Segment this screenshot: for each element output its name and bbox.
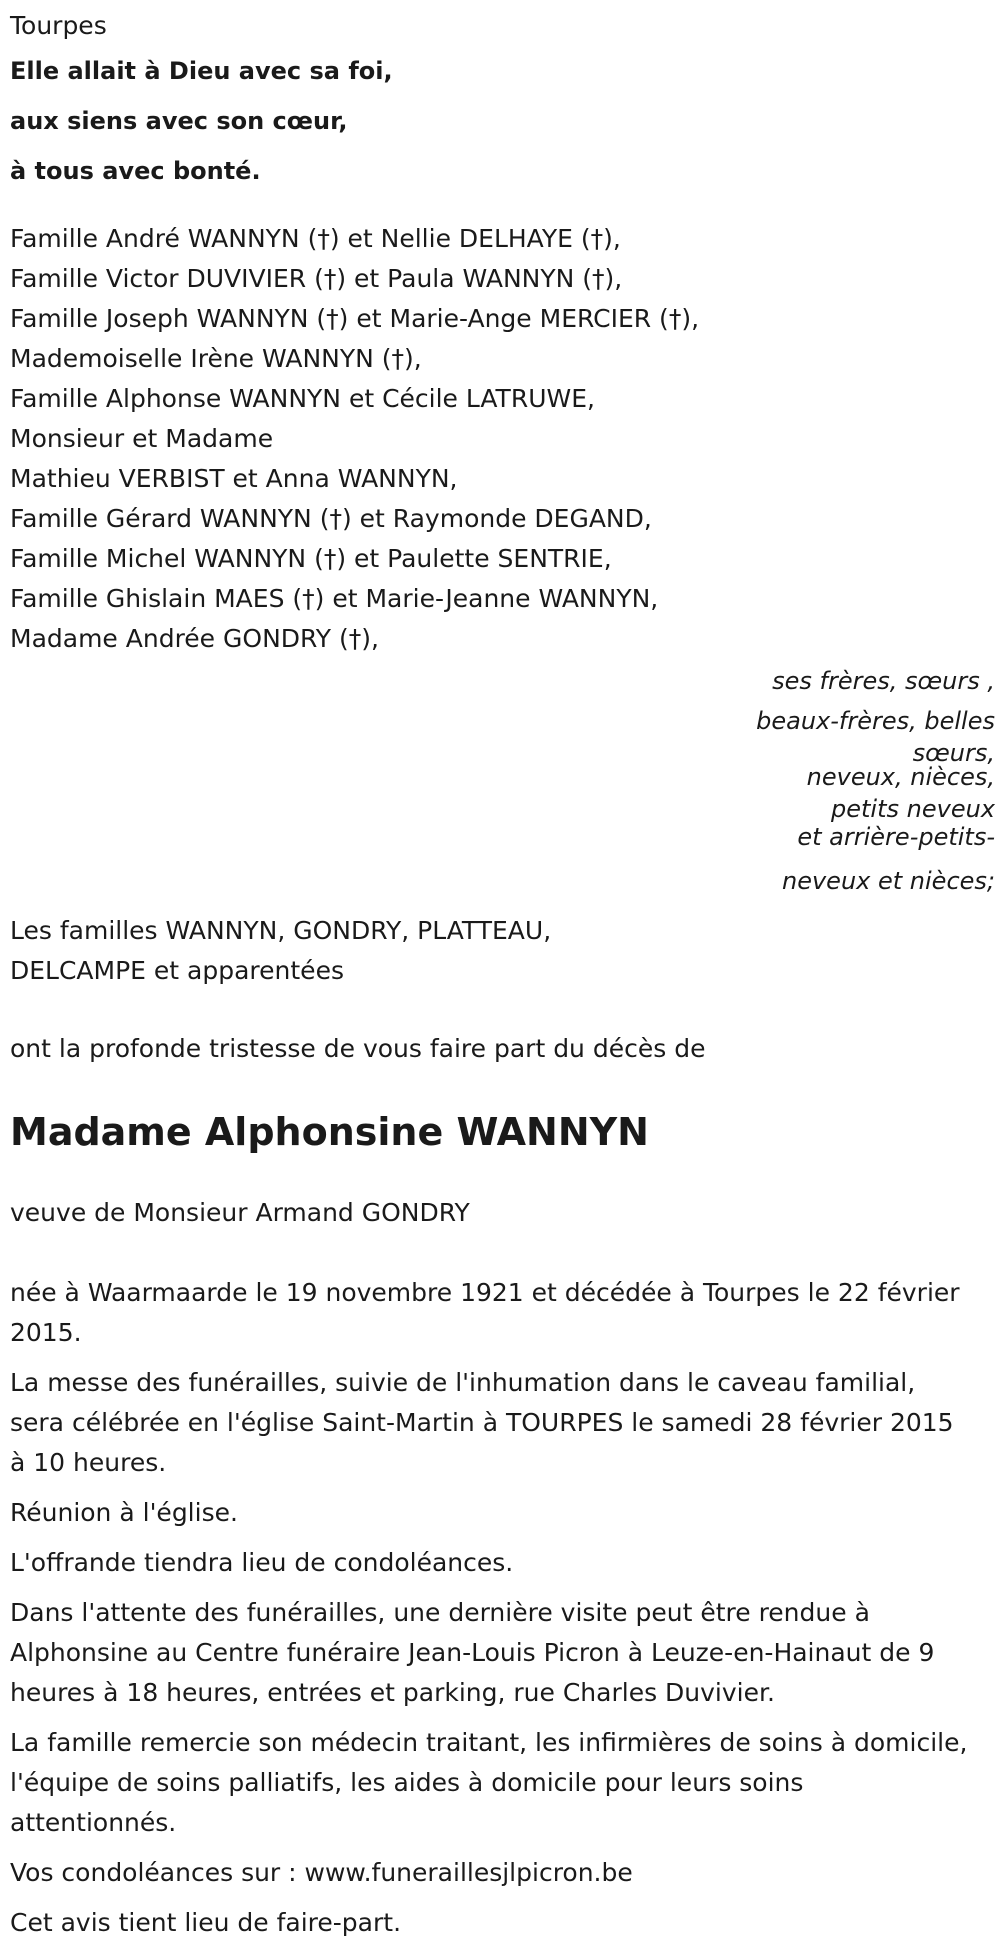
- deceased-name: Madame Alphonsine WANNYN: [10, 1110, 649, 1154]
- family-entry: Famille Joseph WANNYN (†) et Marie-Ange MERCIER (†),: [10, 304, 700, 333]
- other-families: [10, 911, 995, 991]
- epitaph-line: Elle allait à Dieu avec sa foi,: [10, 57, 393, 85]
- epitaph-line: à tous avec bonté.: [10, 157, 261, 185]
- relation-line: sœurs,: [912, 739, 995, 767]
- family-entry: Famille André WANNYN (†) et Nellie DELHAYE (†),: [10, 224, 621, 253]
- condolences-paragraph: Vos condoléances sur : www.funeraillesjlpicron.be: [10, 1858, 633, 1887]
- relation-line: ses frères, sœurs ,: [772, 667, 995, 695]
- offering-paragraph: L'offrande tiendra lieu de condoléances.: [10, 1548, 514, 1577]
- other-families-line: Les familles WANNYN, GONDRY, PLATTEAU,: [10, 916, 552, 945]
- family-entry: Mademoiselle Irène WANNYN (†),: [10, 344, 422, 373]
- family-entry: Famille Alphonse WANNYN et Cécile LATRUWE,: [10, 384, 595, 413]
- details-block: [10, 1273, 995, 1943]
- family-entry: Famille Ghislain MAES (†) et Marie-Jeanne WANNYN,: [10, 584, 659, 613]
- funeral-mass-paragraph: La messe des funérailles, suivie de l'inhumation dans le caveau familial, sera célébrée en l'église Saint-Martin à TOURPES le samedi 28 février 2015 à 10 heures.: [10, 1368, 954, 1477]
- thanks-paragraph: La famille remercie son médecin traitant, les infirmières de soins à domicile, l'équipe de soins palliatifs, les aides à domicile pour leurs soins attentionnés.: [10, 1728, 968, 1837]
- family-entry: Mathieu VERBIST et Anna WANNYN,: [10, 464, 458, 493]
- epitaph: [10, 46, 995, 196]
- family-entry: Monsieur et Madame: [10, 424, 274, 453]
- obituary-notice: [10, 0, 995, 1943]
- epitaph-line: aux siens avec son cœur,: [10, 107, 348, 135]
- relation-line: beaux-frères, belles: [756, 707, 995, 735]
- relation-line: neveux et nièces;: [782, 867, 995, 895]
- visit-paragraph: Dans l'attente des funérailles, une dernière visite peut être rendue à Alphonsine au Centre funéraire Jean-Louis Picron à Leuze-en-Hainaut de 9 heures à 18 heures, entrées et parking, rue Charles Duvivier.: [10, 1598, 935, 1707]
- relation-line: petits neveux: [831, 795, 995, 823]
- notice-paragraph: Cet avis tient lieu de faire-part.: [10, 1908, 402, 1937]
- family-entry: Famille Victor DUVIVIER (†) et Paula WANNYN (†),: [10, 264, 623, 293]
- other-families-line: DELCAMPE et apparentées: [10, 956, 344, 985]
- family-entry: Madame Andrée GONDRY (†),: [10, 624, 379, 653]
- widow-of: veuve de Monsieur Armand GONDRY: [10, 1198, 470, 1227]
- relations-block: [10, 661, 995, 901]
- family-list: [10, 219, 995, 659]
- relation-line: et arrière-petits-: [797, 823, 995, 851]
- family-entry: Famille Michel WANNYN (†) et Paulette SENTRIE,: [10, 544, 612, 573]
- town-name: Tourpes: [10, 11, 107, 40]
- relation-line: neveux, nièces,: [806, 763, 995, 791]
- meeting-paragraph: Réunion à l'église.: [10, 1498, 238, 1527]
- family-entry: Famille Gérard WANNYN (†) et Raymonde DEGAND,: [10, 504, 652, 533]
- birth-death-paragraph: née à Waarmaarde le 19 novembre 1921 et décédée à Tourpes le 22 février 2015.: [10, 1278, 960, 1347]
- announcement-text: ont la profonde tristesse de vous faire part du décès de: [10, 1034, 706, 1063]
